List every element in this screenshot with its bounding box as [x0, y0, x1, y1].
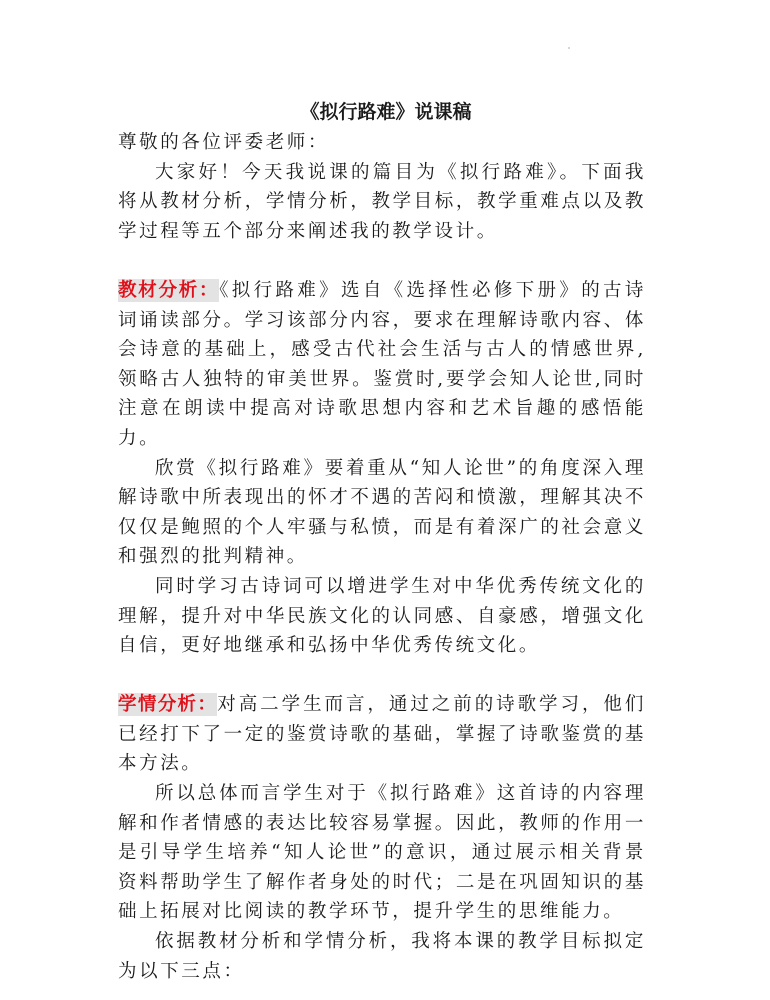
student-analysis-text-1: 对高二学生而言，通过之前的诗歌学习，他们已经打下了一定的鉴赏诗歌的基础，掌握了诗歌鉴赏的基本方法。: [118, 694, 646, 775]
document-body: [118, 96, 646, 986]
salutation: 尊敬的各位评委老师：: [118, 132, 330, 153]
material-analysis-paragraph-3: 同时学习古诗词可以增进学生对中华优秀传统文化的理解，提升对中华民族文化的认同感、自豪感，增强文化自信，更好地继承和弘扬中华优秀传统文化。: [118, 575, 646, 657]
student-analysis-label: 学情分析：: [118, 694, 218, 716]
student-analysis-paragraph-3: 依据教材分析和学情分析，我将本课的教学目标拟定为以下三点：: [118, 931, 646, 982]
scan-speck: [568, 47, 570, 49]
material-analysis-paragraph-2: 欣赏《拟行路难》要着重从“知人论世”的角度深入理解诗歌中所表现出的怀才不遇的苦闷和愤激，理解其决不仅仅是鲍照的个人牢骚与私愤，而是有着深广的社会意义和强烈的批判精神。: [118, 457, 646, 568]
student-analysis-paragraph-2: 所以总体而言学生对于《拟行路难》这首诗的内容理解和作者情感的表达比较容易掌握。因此，教师的作用一是引导学生培养“知人论世”的意识，通过展示相关背景资料帮助学生了解作者身处的时代；二是在巩固知识的基础上拓展对比阅读的教学环节，提升学生的思维能力。: [118, 783, 646, 923]
material-analysis-label: 教材分析：: [118, 279, 220, 301]
blank-line: [118, 661, 646, 691]
material-analysis-text-1: 《拟行路难》选自《选择性必修下册》的古诗词诵读部分。学习该部分内容，要求在理解诗歌内容、体会诗意的基础上，感受古代社会生活与古人的情感世界,领略古人独特的审美世界。鉴赏时,要学会知人论世,同时注意在朗读中提高对诗歌思想内容和艺术旨趣的感悟能力。: [118, 279, 646, 449]
student-analysis-paragraph-1: [118, 690, 646, 779]
blank-line: [118, 246, 646, 276]
intro-paragraph: 大家好！今天我说课的篇目为《拟行路难》。下面我将从教材分析，学情分析，教学目标，教学重难点以及教学过程等五个部分来阐述我的教学设计。: [118, 161, 646, 242]
document-title: 《拟行路难》说课稿: [300, 101, 472, 123]
material-analysis-paragraph-1: [118, 276, 646, 454]
